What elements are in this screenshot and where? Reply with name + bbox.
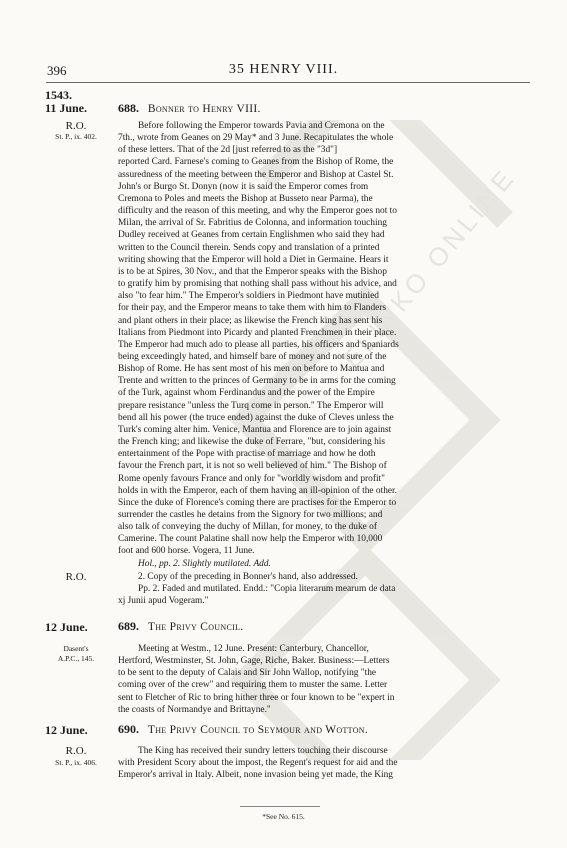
entry-688-body-line: for their pay, and the Emperor means to take them with him to Flanders xyxy=(118,303,387,314)
entry-688-body-line: The Emperor had much ado to please all parties, his officers and Spaniards xyxy=(118,339,399,350)
entry-688-body-line: Cremona to Poles and meets the Bishop at Busseto near Parma), the xyxy=(118,193,373,204)
entry-690-number: 690. xyxy=(118,722,139,736)
entry-688-body-line: John's or Burgo St. Donyn (now it is said the Emperor comes from xyxy=(118,181,369,192)
running-title: 35 HENRY VIII. xyxy=(228,62,339,77)
entry-688-body-line: written to the Council therein. Sends copy and translation of a printed xyxy=(118,242,380,253)
entry-688-body-line: also talk of conveying the duchy of Millan, for money, to the duke of xyxy=(118,522,377,533)
entry-688-body-line: is to be at Spires, 30 Nov., and that the Emperor speaks with the Bishop xyxy=(118,266,387,277)
entry-688-body-line: Italians from Piedmont into Picardy and planted Frenchmen in their place. xyxy=(118,327,397,338)
entry-688-body-line: bend all his power (the truce ended) against the duke of Cleves unless the xyxy=(118,412,394,423)
year-label: 1543. xyxy=(45,88,72,102)
entry-688-body-line: of the Turk, against whom Ferdinandus and the power of the Empire xyxy=(118,388,375,399)
entry-688-body-line: surrender the castles he detains from the Signory for two millions; and xyxy=(118,510,383,520)
entry-688-body-line: prepare resistance "unless the Turq come in person." The Emperor will xyxy=(118,400,384,411)
entry-688-body-line: being exceedingly hated, and himself bare of money and not sure of the xyxy=(118,351,387,362)
entry-689-source-1: Dasent's xyxy=(63,644,89,653)
entry-688-body-line: foot and 600 horse. Vogera, 11 June. xyxy=(118,546,255,557)
entry-688-body-line: Turk's coming alter him. Venice, Mantua and Florence are to join against xyxy=(118,424,392,435)
entry-690-body-line: with President Scory about the impost, the Regent's request for aid and the xyxy=(118,758,398,769)
footnote-rule xyxy=(240,806,320,807)
entry-689-body xyxy=(118,643,528,716)
entry-688-item2-source: R.O. xyxy=(65,571,87,583)
item2-line-2: Pp. 2. Faded and mutilated. Endd.: "Copia literarum mearum de data xyxy=(138,584,396,595)
entry-688-body-line: also "to fear him." The Emperor's soldiers in Piedmont have mutinied xyxy=(118,291,379,302)
entry-690-body-line: The King has received their sundry letters touching their discourse xyxy=(138,746,388,756)
entry-688-body-line: holds in with the Emperor, each of them having an ill-opinion of the other. xyxy=(118,485,397,496)
entry-688-body-line: assuredness of the meeting between the Emperor and Bishop at Castel St. xyxy=(118,169,394,180)
entry-689-title: The Privy Council. xyxy=(147,621,244,633)
entry-688-body-line: reported Card. Farnese's coming to Geanes from the Bishop of Rome, the xyxy=(118,157,394,168)
watermark-text: ELINKO ONLINE xyxy=(336,161,522,374)
entry-690-heading xyxy=(118,722,368,737)
entry-689-body-line: the coasts of Normandye and Brittayne." xyxy=(118,704,271,715)
entry-690-title: The Privy Council to Seymour and Wotton. xyxy=(147,724,369,736)
item2-line-1: 2. Copy of the preceding in Bonner's hand, also addressed. xyxy=(138,572,358,582)
footnote: *See No. 615. xyxy=(262,812,305,821)
entry-688-note: Hol., pp. 2. Slightly mutilated. Add. xyxy=(138,558,271,569)
entry-690-date: 12 June. xyxy=(45,723,88,737)
entry-688-heading xyxy=(118,101,261,116)
entry-688-body xyxy=(118,120,528,570)
entry-688-body-line: writing showing that the Emperor will hold a Diet in Germaine. Hears it xyxy=(118,254,389,265)
entry-688-body-line: to gratify him by promising that nothing shall pass without his advice, and xyxy=(118,279,397,290)
entry-688-body-line: Milan, the arrival of Sr. Fabritius de Colonna, and information touching xyxy=(118,218,387,229)
entry-688-body-line: difficulty and the reason of this meeting, and why the Emperor goes not to xyxy=(118,206,397,217)
entry-689-body-line: coming over of the crew" and requiring them to muster the same. Letter xyxy=(118,680,388,691)
entry-689-body-line: to be sent to the deputy of Calais and Sir John Wallop, notifying "the xyxy=(118,668,377,679)
entry-688-body-line: the French king; and likewise the duke of Ferrare, "but, considering his xyxy=(118,437,386,448)
header-rule xyxy=(46,82,530,83)
entry-688-body-line: 7th., wrote from Geanes on 29 May* and 3 June. Recapitulates the whole xyxy=(118,133,394,144)
entry-689-date: 12 June. xyxy=(45,620,88,634)
entry-688-body-line: Before following the Emperor towards Pavia and Cremona on the xyxy=(138,121,385,131)
entry-688-body-line: Since the duke of Florence's coming there are practises for the Emperor to xyxy=(118,497,397,508)
entry-689-source-2: A.P.C., 145. xyxy=(57,654,95,663)
entry-690-source-2: St. P., ix. 406. xyxy=(55,758,97,767)
entry-690-source-1: R.O. xyxy=(65,745,87,757)
item2-line-3: xj Junii apud Vogeram." xyxy=(118,596,209,607)
entry-688-body-line: favour the French part, it is not so well believed of him." The Bishop of xyxy=(118,461,387,472)
entry-689-body-line: sent to Fletcher of Ric to bring hither three or four known to be "expert in xyxy=(118,692,395,703)
entry-688-title: Bonner to Henry VIII. xyxy=(147,103,261,115)
entry-688-body-line: and plant others in their place; as likewise the French king has sent his xyxy=(118,315,383,326)
entry-688-body-line: Camerine. The count Palatine shall now help the Emperor with 10,000 xyxy=(118,534,383,545)
entry-688-item2 xyxy=(118,571,528,607)
entry-688-body-line: of these letters. That of the 2d [just referred to as the "3d"] xyxy=(118,145,338,156)
entry-688-number: 688. xyxy=(118,101,139,115)
entry-688-date: 11 June. xyxy=(45,101,88,115)
entry-688-source-1: R.O. xyxy=(65,120,87,132)
entry-689-body-line: Meeting at Westm., 12 June. Present: Canterbury, Chancellor, xyxy=(138,644,369,654)
entry-688-body-line: Bishop of Rome. He has sent most of his men on before to Mantua and xyxy=(118,364,385,375)
entry-688-body-line: Dudley received at Geanes from certain Englishmen who said they had xyxy=(118,230,385,241)
entry-688-body-line: Trente and written to the princes of Germany to be in arms for the coming xyxy=(118,376,396,387)
entry-689-body-line: Hertford, Westminster, St. John, Gage, Riche, Baker. Business:—Letters xyxy=(118,656,390,667)
entry-690-body xyxy=(118,745,528,781)
page-number: 396 xyxy=(47,63,67,78)
entry-688-body-line: entertainment of the Pope with practise of marriage and how he doth xyxy=(118,449,376,460)
entry-688-body-line: Rome openly favours France and only for "worldly wisdom and profit" xyxy=(118,473,385,484)
entry-689-heading xyxy=(118,619,243,634)
entry-688-source-2: St. P., ix. 402. xyxy=(55,132,97,141)
entry-690-body-line: Emperor's arrival in Italy. Albeit, none invasion being yet made, the King xyxy=(118,770,393,781)
entry-689-number: 689. xyxy=(118,619,139,633)
